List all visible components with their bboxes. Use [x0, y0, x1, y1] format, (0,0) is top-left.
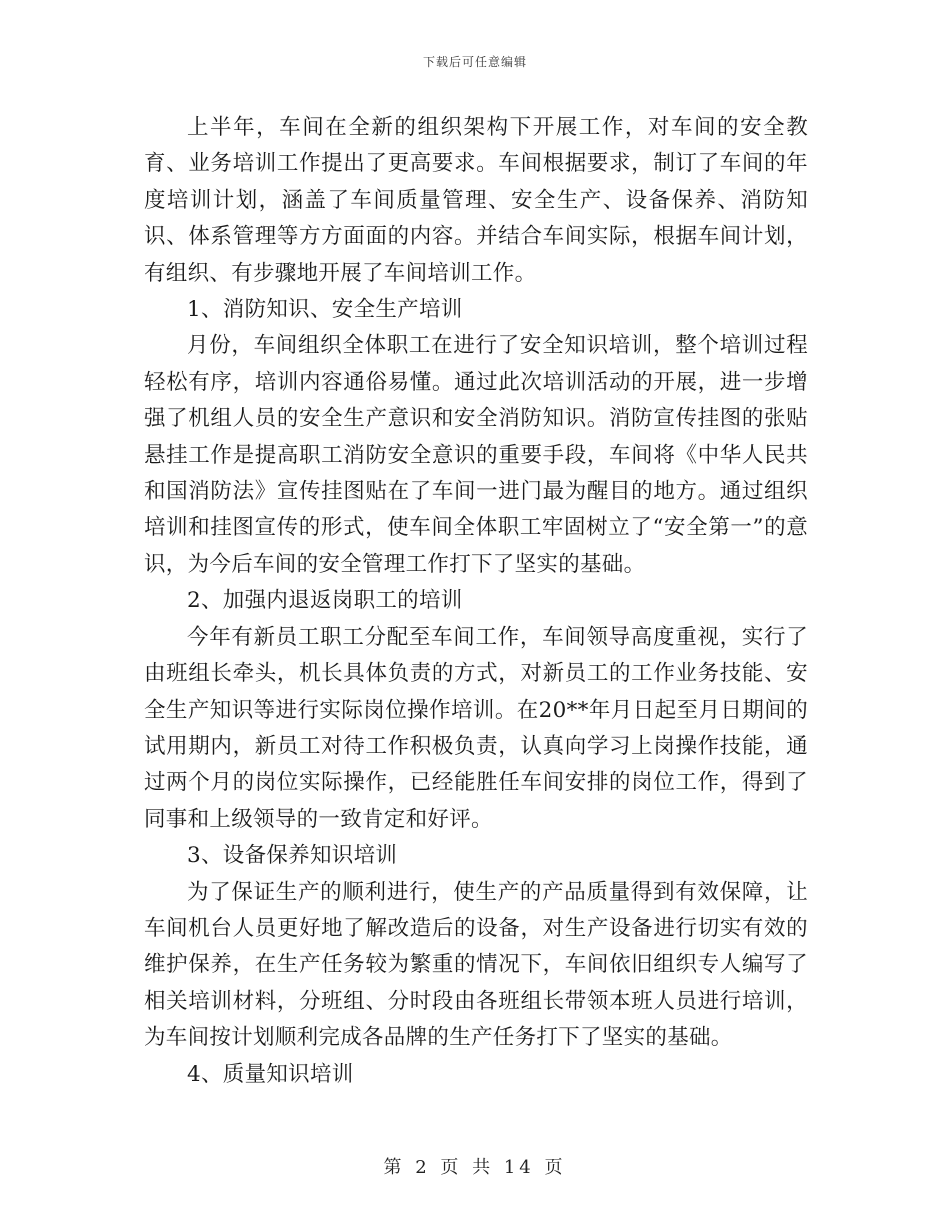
section-heading-returning-staff: 2、加强内退返岗职工的培训 — [187, 588, 463, 614]
page-number-footer: 第 2 页 共 14 页 — [383, 1157, 567, 1178]
intro-paragraph: 上半年，车间在全新的组织架构下开展工作，对车间的安全教育、业务培训工作提出了更高要求。车间根据要求，制订了车间的年度培训计划，涵盖了车间质量管理、安全生产、设备保养、消防知识、体系管理等方方面面的内容。并结合车间实际，根据车间计划，有组织、有步骤地开展了车间培训工作。 — [144, 115, 808, 286]
section-text-equipment: 为了保证生产的顺利进行，使生产的产品质量得到有效保障，让车间机台人员更好地了解改造后的设备，对生产设备进行切实有效的维护保养，在生产任务较为繁重的情况下，车间依旧组织专人编写了相关培训材料，分班组、分时段由各班组长带领本班人员进行培训，为车间按计划顺利完成各品牌的生产任务打下了坚实的基础。 — [144, 879, 808, 1051]
page-header-note: 下载后可任意编辑 — [422, 55, 527, 69]
section-heading-equipment: 3、设备保养知识培训 — [187, 843, 398, 869]
document-body — [144, 110, 808, 1093]
section-text-fire-safety: 月份，车间组织全体职工在进行了安全知识培训，整个培训过程轻松有序，培训内容通俗易懂。通过此次培训活动的开展，进一步增强了机组人员的安全生产意识和安全消防知识。消防宣传挂图的张贴悬挂工作是提高职工消防安全意识的重要手段，车间将《中华人民共和国消防法》宣传挂图贴在了车间一进门最为醒目的地方。通过组织培训和挂图宣传的形式，使车间全体职工牢固树立了“安全第一”的意识，为今后车间的安全管理工作打下了坚实的基础。 — [144, 333, 808, 577]
section-heading-quality: 4、质量知识培训 — [187, 1061, 354, 1087]
section-text-returning-staff: 今年有新员工职工分配至车间工作，车间领导高度重视，实行了由班组长牵头，机长具体负责的方式，对新员工的工作业务技能、安全生产知识等进行实际岗位操作培训。在20**年月日起至月日期间的试用期内，新员工对待工作积极负责，认真向学习上岗操作技能，通过两个月的岗位实际操作，已经能胜任车间安排的岗位工作，得到了同事和上级领导的一致肯定和好评。 — [144, 624, 808, 832]
section-heading-fire-safety: 1、消防知识、安全生产培训 — [187, 297, 463, 323]
